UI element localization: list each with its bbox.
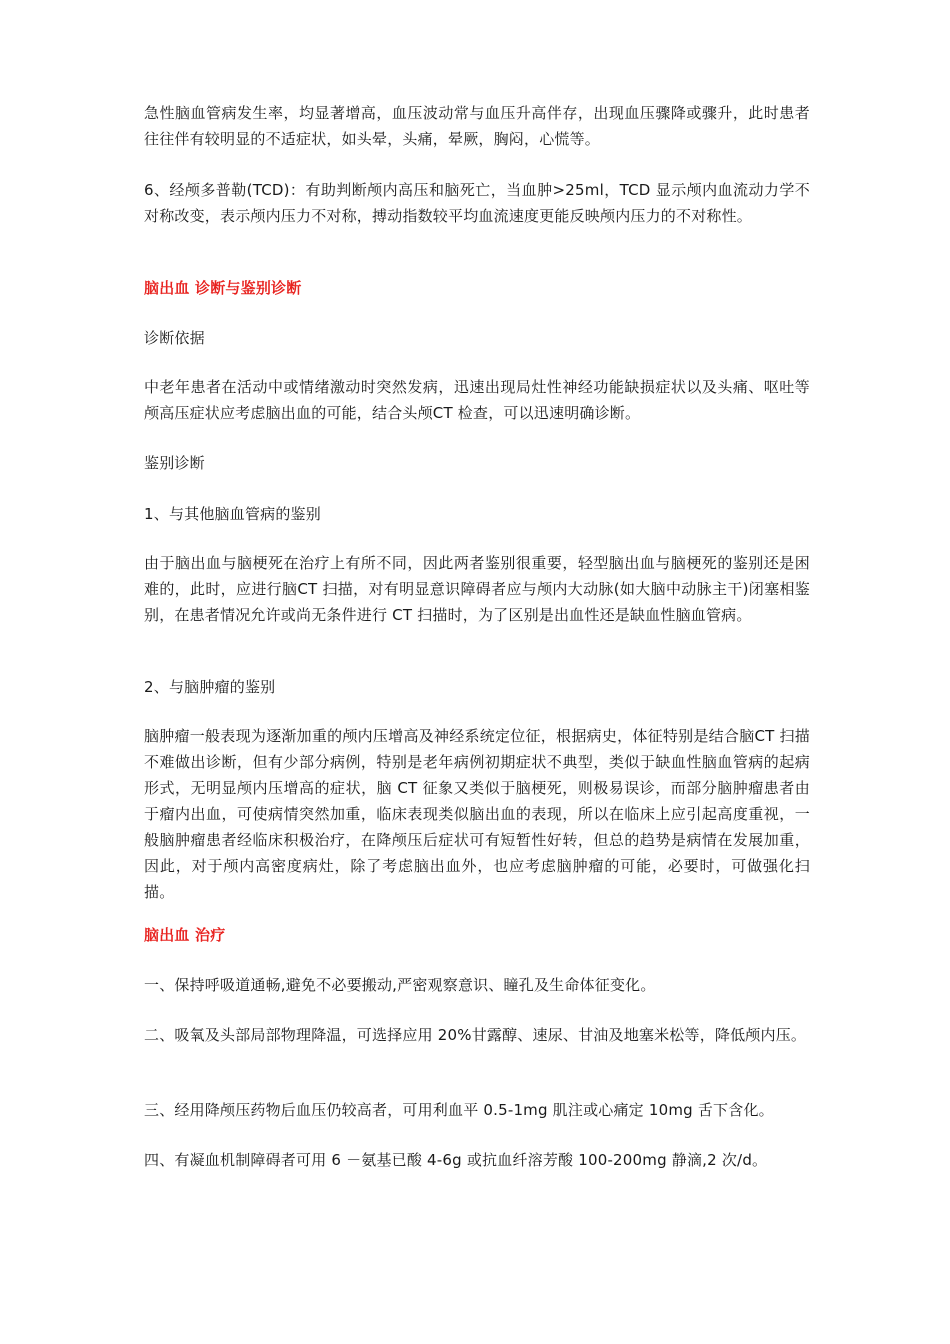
subheading-diagnosis-basis: 诊断依据 bbox=[144, 329, 205, 347]
paragraph-diagnosis-basis: 中老年患者在活动中或情绪激动时突然发病，迅速出现局灶性神经功能缺损症状以及头痛、呕吐等颅高压症状应考虑脑出血的可能，结合头颅CT 检查，可以迅速明确诊断。 bbox=[144, 378, 810, 422]
paragraph-tumor-differential: 脑肿瘤一般表现为逐渐加重的颅内压增高及神经系统定位征，根据病史，体征特别是结合脑CT 扫描不难做出诊断，但有少部分病例，特别是老年病例初期症状不典型，类似于缺血性脑血管病的起病形式，无明显颅内压增高的症状，脑 CT 征象又类似于脑梗死，则极易误诊，而部分脑肿瘤患者由于瘤内出血，可使病情突然加重，临床表现类似脑出血的表现，所以在临床上应引起高度重视，一般脑肿瘤患者经临床积极治疗，在降颅压后症状可有短暂性好转，但总的趋势是病情在发展加重，因此，对于颅内高密度病灶，除了考虑脑出血外，也应考虑脑肿瘤的可能，必要时，可做强化扫描。 bbox=[144, 727, 810, 901]
paragraph-bp-onset: 急性脑血管病发生率，均显著增高，血压波动常与血压升高伴存，出现血压骤降或骤升，此时患者往往伴有较明显的不适症状，如头晕，头痛，晕厥，胸闷，心慌等。 bbox=[144, 104, 810, 148]
treatment-item-2: 二、吸氧及头部局部物理降温，可选择应用 20%甘露醇、速尿、甘油及地塞米松等，降低颅内压。 bbox=[144, 1026, 807, 1044]
paragraph-tcd: 6、经颅多普勒(TCD)：有助判断颅内高压和脑死亡，当血肿>25ml，TCD 显示颅内血流动力学不对称改变，表示颅内压力不对称，搏动指数较平均血流速度更能反映颅内压力的不对称性。 bbox=[144, 181, 810, 225]
treatment-item-4: 四、有凝血机制障碍者可用 6 －氨基已酸 4-6g 或抗血纤溶芳酸 100-200mg 静滴,2 次/d。 bbox=[144, 1151, 768, 1169]
treatment-item-1: 一、保持呼吸道通畅,避免不必要搬动,严密观察意识、瞳孔及生命体征变化。 bbox=[144, 976, 656, 994]
section-heading-treatment: 脑出血 治疗 bbox=[144, 926, 226, 944]
subheading-differential: 鉴别诊断 bbox=[144, 454, 205, 472]
treatment-item-3: 三、经用降颅压药物后血压仍较高者，可用利血平 0.5-1mg 肌注或心痛定 10mg 舌下含化。 bbox=[144, 1101, 774, 1119]
section-heading-diagnosis: 脑出血 诊断与鉴别诊断 bbox=[144, 279, 302, 297]
paragraph-cerebrovascular-differential: 由于脑出血与脑梗死在治疗上有所不同，因此两者鉴别很重要，轻型脑出血与脑梗死的鉴别还是困难的，此时，应进行脑CT 扫描，对有明显意识障碍者应与颅内大动脉(如大脑中动脉主干)闭塞相鉴别，在患者情况允许或尚无条件进行 CT 扫描时，为了区别是出血性还是缺血性脑血管病。 bbox=[144, 554, 810, 624]
list-item-1-title: 1、与其他脑血管病的鉴别 bbox=[144, 505, 321, 523]
list-item-2-title: 2、与脑肿瘤的鉴别 bbox=[144, 678, 276, 696]
